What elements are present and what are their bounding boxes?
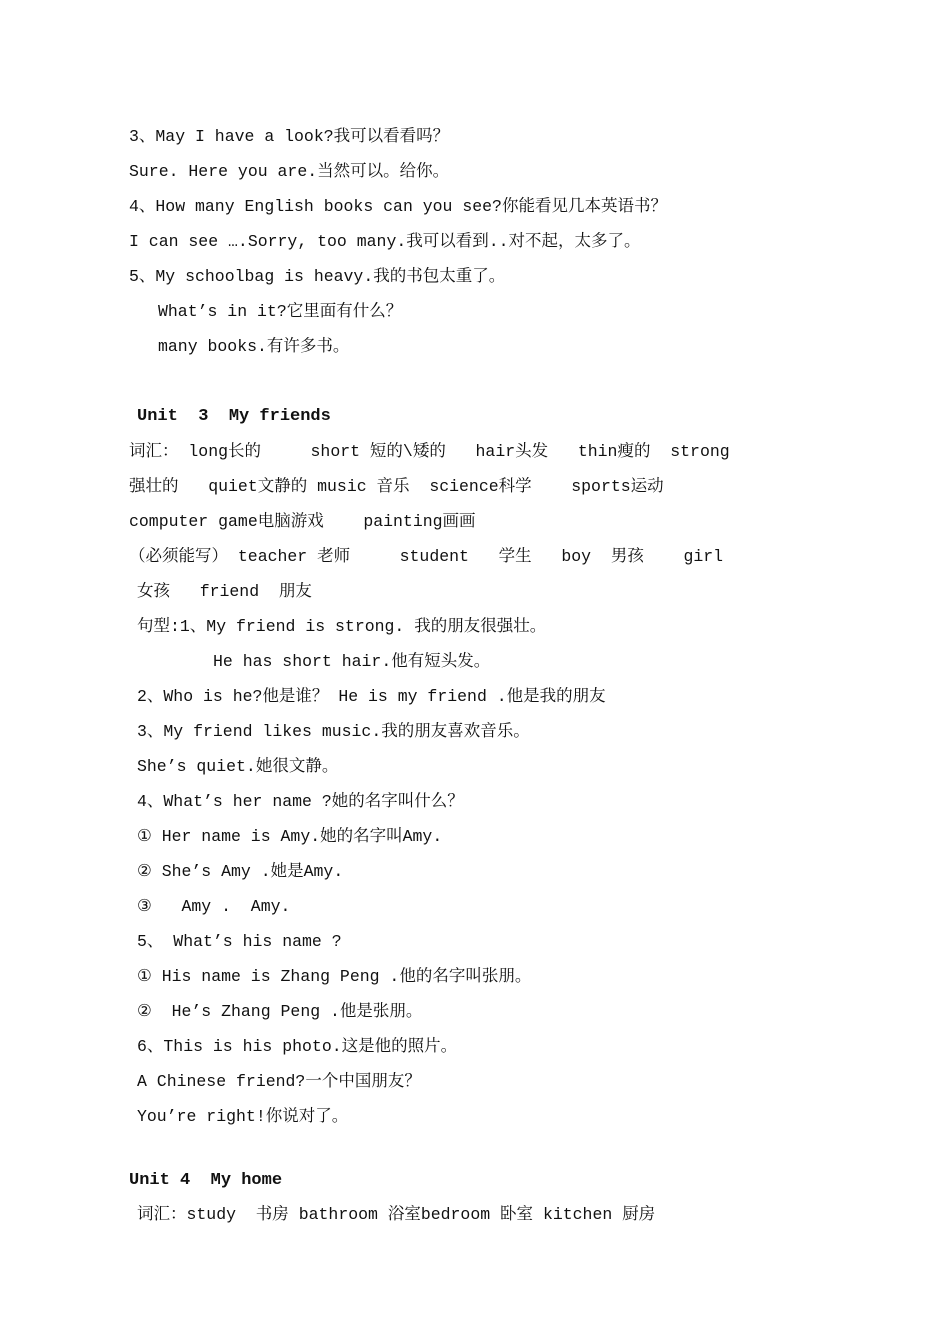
text-line: many books.有许多书。 [158, 337, 350, 356]
sentence-line: 6、This is his photo.这是他的照片。 [137, 1037, 458, 1056]
vocab-line: 词汇： long长的 short 短的\矮的 hair头发 thin瘦的 strong [129, 442, 730, 461]
sentence-line: A Chinese friend?一个中国朋友？ [137, 1072, 421, 1091]
sentence-line: He has short hair.他有短头发。 [213, 652, 491, 671]
text-line: Sure. Here you are.当然可以。给你。 [129, 162, 450, 181]
sentence-line: ② He’s Zhang Peng .他是张朋。 [137, 1002, 423, 1021]
vocab-line: 强壮的 quiet文静的 music 音乐 science科学 sports运动 [129, 477, 664, 496]
vocab-line: （必须能写） teacher 老师 student 学生 boy 男孩 girl [129, 547, 724, 566]
sentence-line: She’s quiet.她很文静。 [137, 757, 339, 776]
text-line: 3、May I have a look?我可以看看吗？ [129, 127, 450, 146]
text-line: I can see ….Sorry, too many.我可以看到..对不起，太多了。 [129, 232, 641, 251]
sentence-line: ① Her name is Amy.她的名字叫Amy. [137, 827, 443, 846]
sentence-line: 句型:1、My friend is strong. 我的朋友很强壮。 [137, 617, 547, 636]
sentence-line: ① His name is Zhang Peng .他的名字叫张朋。 [137, 967, 532, 986]
sentence-line: 5、 What’s his name ? [137, 932, 342, 951]
vocab-line: computer game电脑游戏 painting画画 [129, 512, 476, 531]
text-line: 4、How many English books can you see?你能看见几本英语书？ [129, 197, 667, 216]
vocab-line: 词汇：study 书房 bathroom 浴室bedroom 卧室 kitchen 厨房 [137, 1205, 656, 1224]
unit-3-heading: Unit 3 My friends [137, 407, 331, 426]
sentence-line: 2、Who is he?他是谁？ He is my friend .他是我的朋友 [137, 687, 606, 706]
sentence-line: ③ Amy . Amy. [137, 897, 291, 916]
vocab-line: 女孩 friend 朋友 [137, 582, 312, 601]
text-line: What’s in it?它里面有什么？ [158, 302, 403, 321]
sentence-line: ② She’s Amy .她是Amy. [137, 862, 344, 881]
unit-4-heading: Unit 4 My home [129, 1171, 283, 1190]
text-line: 5、My schoolbag is heavy.我的书包太重了。 [129, 267, 506, 286]
sentence-line: 3、My friend likes music.我的朋友喜欢音乐。 [137, 722, 530, 741]
sentence-line: 4、What’s her name ?她的名字叫什么？ [137, 792, 464, 811]
sentence-line: You’re right!你说对了。 [137, 1107, 349, 1126]
